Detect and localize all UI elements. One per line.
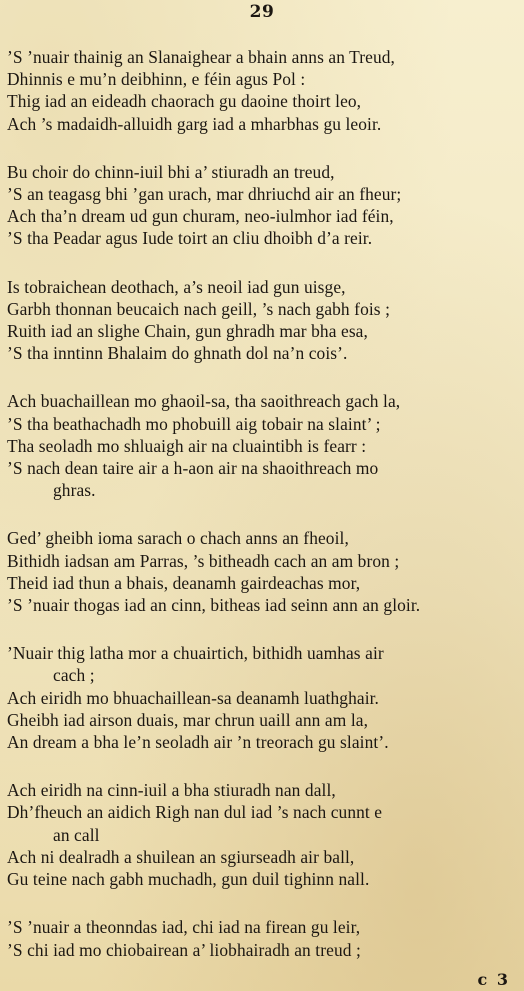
verse-line: Gheibh iad airson duais, mar chrun uaill ann am la,: [7, 709, 369, 730]
verse-line: Ach buachaillean mo ghaoil-sa, tha saoithreach gach la,: [7, 391, 401, 412]
verse-line: Ach tha’n dream ud gun churam, neo-iulmhor iad féin,: [7, 206, 394, 227]
page-number: 29: [249, 2, 275, 22]
verse-line: Bithidh iadsan am Parras, ’s bitheadh cach an am bron ;: [7, 550, 400, 571]
verse-line-continuation: ghras.: [53, 480, 96, 501]
verse-line: Ruith iad an slighe Chain, gun ghradh mar bha esa,: [7, 321, 368, 342]
verse-line: Gu teine nach gabh muchadh, gun duil tighinn nall.: [7, 869, 370, 890]
verse-line: Dhinnis e mu’n deibhinn, e féin agus Pol :: [7, 69, 306, 90]
verse-line: Tha seoladh mo shluaigh air na cluaintibh is fearr :: [7, 435, 367, 456]
verse-line: Dh’fheuch an aidich Righ nan dul iad ’s nach cunnt e: [7, 802, 383, 823]
poem-body: [7, 46, 519, 987]
stanza: [7, 276, 519, 365]
verse-line: Garbh thonnan beucaich nach geill, ’s nach gabh fois ;: [7, 298, 391, 319]
stanza: [7, 916, 519, 960]
stanza: [7, 527, 519, 616]
printer-signature-mark: c 3: [477, 970, 510, 989]
verse-line: ’S chi iad mo chiobairean a’ liobhairadh an treud ;: [7, 939, 361, 960]
stanza: [7, 779, 519, 890]
verse-line: ’S an teagasg bhi ’gan urach, mar dhriuchd air an fheur;: [7, 184, 402, 205]
verse-line: Bu choir do chinn-iuil bhi a’ stiuradh an treud,: [7, 161, 335, 182]
verse-line-continuation: cach ;: [53, 665, 95, 686]
verse-line: ’S tha Peadar agus Iude toirt an cliu dhoibh d’a reir.: [7, 228, 373, 249]
verse-line: Ach ’s madaidh-alluidh garg iad a mharbhas gu leoir.: [7, 113, 382, 134]
verse-line: ’S tha inntinn Bhalaim do ghnath dol na’n cois’.: [7, 343, 348, 364]
verse-line: Ach ni dealradh a shuilean an sgiurseadh air ball,: [7, 846, 355, 867]
verse-line: ’S ’nuair thogas iad an cinn, bitheas iad seinn ann an gloir.: [7, 595, 421, 616]
verse-line: ’S tha beathachadh mo phobuill aig tobair na slaint’ ;: [7, 413, 381, 434]
stanza: [7, 161, 519, 250]
verse-line: ’S ’nuair thainig an Slanaighear a bhain anns an Treud,: [7, 47, 396, 67]
verse-line: ’S ’nuair a theonndas iad, chi iad na firean gu leir,: [7, 917, 361, 938]
stanza: [7, 390, 519, 501]
verse-line: An dream a bha le’n seoladh air ’n treorach gu slaint’.: [7, 732, 389, 753]
verse-line: ’Nuair thig latha mor a chuairtich, bithidh uamhas air: [7, 643, 384, 664]
verse-line-continuation: an call: [53, 824, 100, 845]
verse-line: Ach eiridh mo bhuachaillean-sa deanamh luathghair.: [7, 687, 380, 708]
verse-line: Theid iad thun a bhais, deanamh gairdeachas mor,: [7, 572, 361, 593]
stanza: [7, 46, 519, 135]
verse-line: Ged’ gheibh ioma sarach o chach anns an fheoil,: [7, 528, 349, 549]
verse-line: Ach eiridh na cinn-iuil a bha stiuradh nan dall,: [7, 780, 336, 801]
verse-line: Is tobraichean deothach, a’s neoil iad gun uisge,: [7, 276, 346, 297]
verse-line: ’S nach dean taire air a h-aon air na shaoithreach mo: [7, 458, 379, 479]
stanza: [7, 642, 519, 753]
verse-line: Thig iad an eideadh chaorach gu daoine thoirt leo,: [7, 91, 362, 112]
